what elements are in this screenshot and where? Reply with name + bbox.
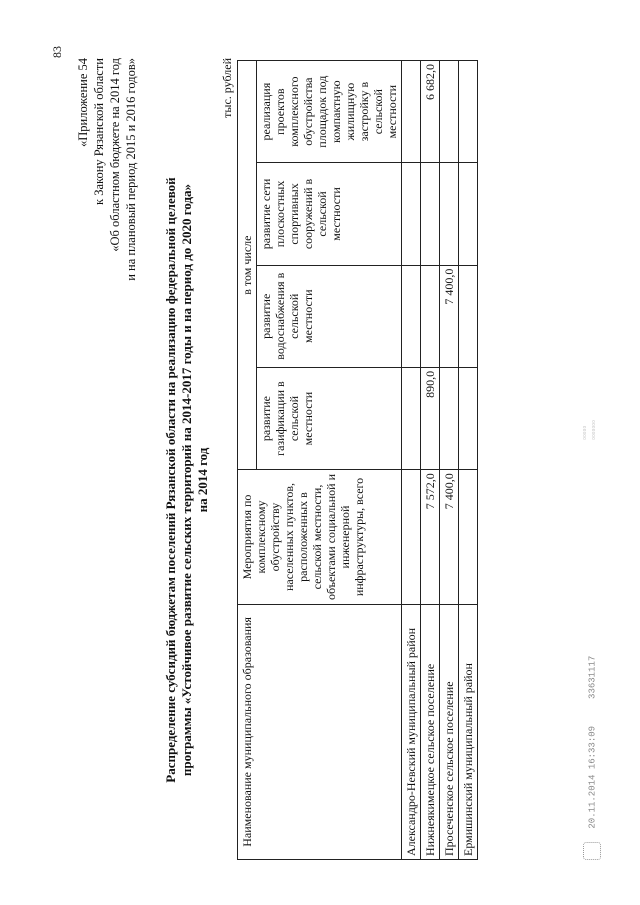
table-row	[421, 61, 440, 860]
units-label: тыс. рублей	[220, 58, 234, 118]
row-projects-cell	[402, 61, 421, 163]
row-gas-cell	[459, 367, 478, 469]
row-name-cell: Ермишинский муниципальный район	[459, 604, 478, 859]
subsidy-table	[237, 60, 478, 860]
header-water: развитие водоснабжения в сельской местности	[257, 265, 402, 367]
header-name: Наименование муниципального образования	[238, 604, 402, 859]
row-gas-cell	[440, 367, 459, 469]
document-heading	[163, 130, 211, 830]
table-row	[402, 61, 421, 860]
heading-line: на 2014 год	[195, 447, 210, 513]
document-stamp-icon	[583, 842, 601, 860]
row-total-cell: 7 400,0	[440, 470, 459, 605]
header-total: Мероприятия по комплексному обустройству населенных пунктов, расположенных в сельской местности, объектами социальной и инженерной инфраструктуры, всего	[238, 470, 402, 605]
row-total-cell	[459, 470, 478, 605]
table-row	[459, 61, 478, 860]
table-body	[402, 61, 478, 860]
row-sport-cell	[440, 163, 459, 265]
table-row	[440, 61, 459, 860]
row-name-cell: Александро-Невский муниципальный район	[402, 604, 421, 859]
page-number: 83	[50, 46, 64, 58]
row-projects-cell: 6 682,0	[421, 61, 440, 163]
row-total-cell	[402, 470, 421, 605]
header-gas: развитие газификации в сельской местности	[257, 367, 402, 469]
header-projects: реализация проектов комплексного обустройства площадок под компактную жилищную застройку в сельской местности	[257, 61, 402, 163]
appendix-line: «Об областном бюджете на 2014 год	[108, 58, 122, 252]
row-water-cell	[402, 265, 421, 367]
row-name-cell: Нижнеякимецкое сельское поселение	[421, 604, 440, 859]
faint-stamp-mark: ▫▫▫▫▫ ▫▫▫▫▫▫▫	[580, 420, 598, 440]
appendix-block	[75, 58, 139, 281]
heading-line: программы «Устойчивое развитие сельских территорий на 2014-2017 годы и на период до 2020 года»	[179, 183, 194, 777]
row-total-cell: 7 572,0	[421, 470, 440, 605]
row-sport-cell	[421, 163, 440, 265]
row-projects-cell	[459, 61, 478, 163]
footer	[583, 440, 607, 860]
row-water-cell	[421, 265, 440, 367]
row-water-cell	[459, 265, 478, 367]
heading-line: Распределение субсидий бюджетам поселений Рязанской области на реализацию федеральной целевой	[163, 177, 178, 783]
row-name-cell: Просеченское сельское поселение	[440, 604, 459, 859]
row-projects-cell	[440, 61, 459, 163]
document-sheet	[75, 40, 615, 860]
footer-datetime: 20.11.2014 16:33:09	[587, 725, 598, 829]
header-group: в том числе	[238, 61, 257, 470]
footer-doc-code: 33631117	[587, 655, 598, 699]
row-water-cell: 7 400,0	[440, 265, 459, 367]
table-header-row	[238, 61, 257, 860]
appendix-line: «Приложение 54	[76, 58, 90, 147]
row-sport-cell	[459, 163, 478, 265]
row-gas-cell	[402, 367, 421, 469]
header-sport: развитие сети плоскостных спортивных сооружений в сельской местности	[257, 163, 402, 265]
row-sport-cell	[402, 163, 421, 265]
row-gas-cell: 890,0	[421, 367, 440, 469]
appendix-line: и на плановый период 2015 и 2016 годов»	[124, 58, 138, 281]
appendix-line: к Закону Рязанской области	[92, 58, 106, 205]
